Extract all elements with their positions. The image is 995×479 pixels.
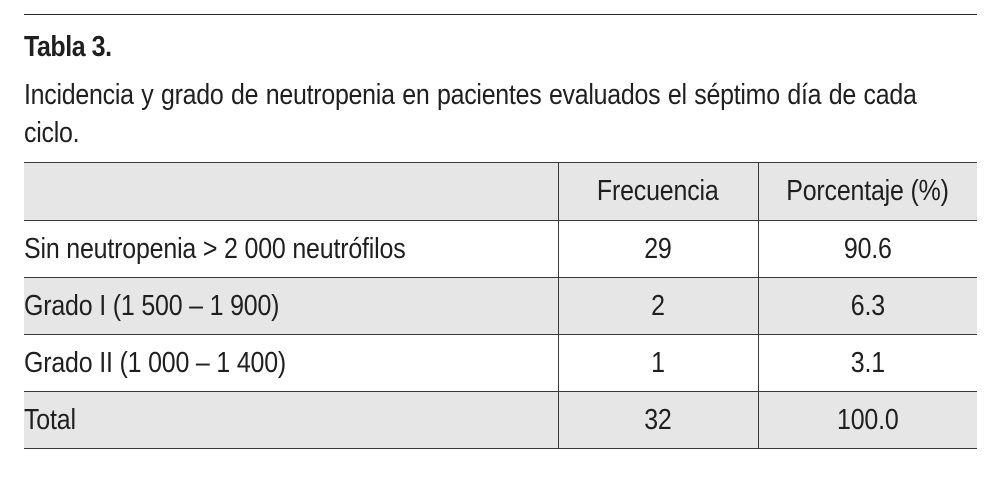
row-label: Grado II (1 000 – 1 400) [24, 335, 558, 392]
row-label: Grado I (1 500 – 1 900) [24, 278, 558, 335]
row-porcentaje: 6.3 [758, 278, 977, 335]
row-frecuencia: 32 [558, 392, 758, 449]
row-porcentaje: 90.6 [758, 221, 977, 278]
table-label: Tabla 3. [24, 31, 112, 63]
row-porcentaje: 100.0 [758, 392, 977, 449]
row-porcentaje: 3.1 [758, 335, 977, 392]
table-caption: Incidencia y grado de neutropenia en pacientes evaluados el séptimo día de cada ciclo. [24, 79, 917, 149]
header-frecuencia: Frecuencia [558, 163, 758, 221]
header-porcentaje: Porcentaje (%) [758, 163, 977, 221]
top-rule [24, 14, 977, 15]
row-frecuencia: 29 [558, 221, 758, 278]
row-label: Sin neutropenia > 2 000 neutrófilos [24, 221, 558, 278]
row-frecuencia: 2 [558, 278, 758, 335]
row-frecuencia: 1 [558, 335, 758, 392]
table-row [24, 335, 977, 392]
table-row-total [24, 392, 977, 449]
row-label: Total [24, 392, 558, 449]
header-row [24, 163, 977, 221]
table-row [24, 278, 977, 335]
table-row [24, 221, 977, 278]
data-table [24, 162, 977, 449]
header-empty [24, 163, 558, 221]
